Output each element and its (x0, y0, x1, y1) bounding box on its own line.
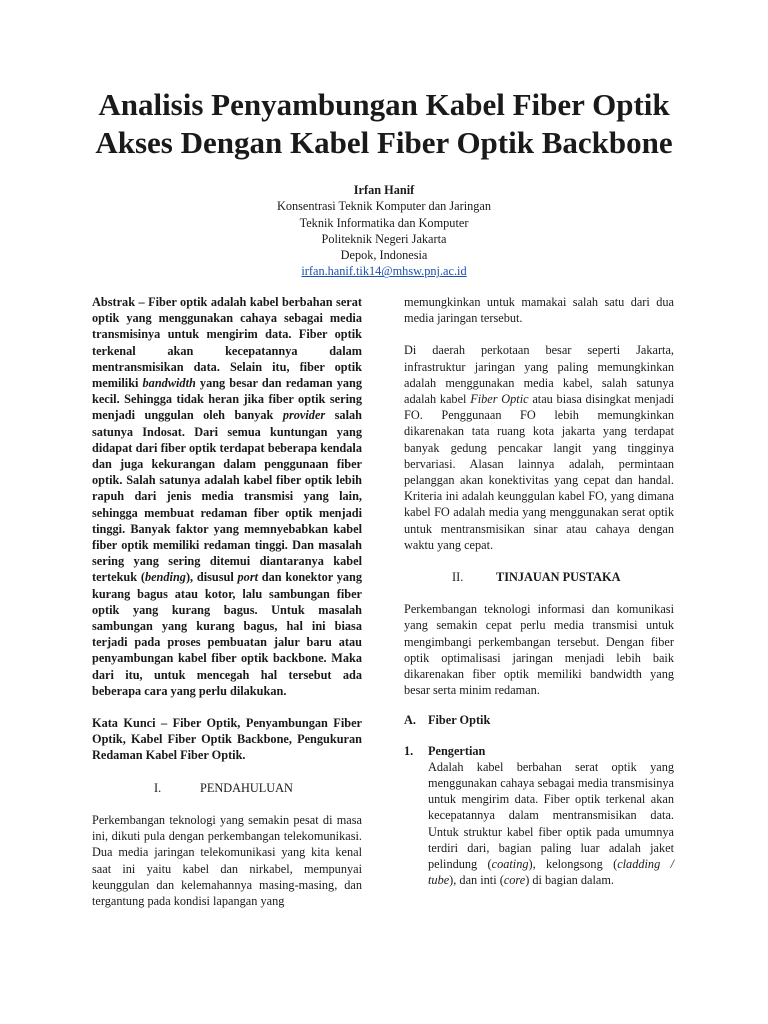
section-2-heading (404, 569, 674, 585)
section-1-paragraph-1: Perkembangan teknologi yang semakin pesat di masa ini, dikuti pula dengan perkembangan telekomunikasi. Dua media jaringan telekomunikasi yang kita kenal saat ini yaitu kabel dan nirkabel, mempunyai keunggulan dan kelemahannya masing-masing, dan tergantung pada kondisi lapangan yang (92, 812, 362, 908)
section-1-paragraph-2 (404, 342, 674, 553)
sub1-text-c: ), dan inti ( (449, 873, 504, 888)
subsection-1-paragraph (404, 759, 674, 889)
sub1-text-a: Adalah kabel berbahan serat optik yang menggunakan cahaya sebagai media transmisinya untuk mengirim data. Fiber optik terkenal akan kecepatannya dalam mentransmisikan data. Untuk struktur kabel fiber optik pada umumnya terdiri dari, bagian paling luar adalah jaket pelindung ( (428, 759, 674, 872)
section-1-paragraph-1-continued: memungkinkan untuk mamakai salah satu dari dua media jaringan tersebut. (404, 295, 674, 326)
section-2-number: II. (452, 570, 464, 585)
keywords: Kata Kunci – Fiber Optik, Penyambungan Fiber Optik, Kabel Fiber Optik Backbone, Pengukuran Redaman Kabel Fiber Optik. (92, 716, 362, 763)
paper-title (40, 86, 728, 162)
sub1-text-b: ), kelongsong ( (528, 857, 618, 872)
right-column (404, 294, 674, 889)
title-line-2: Akses Dengan Kabel Fiber Optik Backbone (95, 125, 673, 160)
left-column (92, 294, 362, 909)
subsection-1-heading (404, 743, 674, 759)
author-email-link[interactable]: irfan.hanif.tik14@mhsw.pnj.ac.id (301, 264, 467, 279)
abstract-text-3: salah satunya Indosat. Dari semua kuntungan yang didapat dari fiber optik terdapat beberapa kendala dan juga kekurangan dalam penggunaan fiber optik. Salah satunya adalah kabel fiber optik lebih rapuh dari jenis media transmisi yang lain, sehingga membuat redaman fiber optik menjadi tinggi. Banyak faktor yang memnyebabkan kabel fiber optik memiliki redaman tinggi. Dan masalah sering yang sering ditemui diantaranya kabel tertekuk ( (92, 408, 362, 585)
sub1-italic-3: core (503, 873, 526, 888)
abstract-italic-2: provider (282, 408, 326, 423)
sub1-italic-2: cladding / tube (428, 857, 674, 888)
subsection-1-number: 1. (404, 743, 414, 758)
subsection-a-heading (404, 712, 674, 728)
subsection-1-title: Pengertian (428, 743, 486, 758)
abstract-text-2: yang besar dan redaman yang kecil. Sehingga tidak heran jika fiber optik sering menjadi unggulan oleh banyak (92, 376, 362, 423)
abstract-text-4: ), disusul (185, 570, 238, 585)
section-1-p2-text-a: Di daerah perkotaan besar seperti Jakarta, infrastruktur jaringan yang paling memungkinkan adalah menggunakan media kabel, salah satunya adalah kabel (404, 343, 674, 407)
author-block (134, 182, 634, 280)
section-1-p2-text-b: atau biasa disingkat menjadi FO. Penggunaan FO lebih memungkinkan dikarenakan tata ruang kota jakarta yang terdapat banyak gedung pencakar langit yang tingginya bervariasi. Alasan lainnya adalah, permintaan pelanggan akan konektivitas yang cepat dan handal. Kriteria ini adalah keunggulan kabel FO, yang dimana kabel FO adalah media yang menggunakan serat optik untuk mentransmisikan sinar atau cahaya dengan waktu yang cepat. (404, 392, 674, 552)
subsection-a-title: Fiber Optik (428, 713, 491, 728)
author-name: Irfan Hanif (353, 183, 415, 197)
abstract-italic-4: port (237, 570, 259, 585)
section-1-p2-italic: Fiber Optic (470, 392, 529, 407)
abstract-text-5: dan konektor yang kurang bagus atau kotor, lalu sambungan fiber optik yang kurang bagus. Untuk masalah sambungan yang kurang bagus, hal ini biasa terjadi pada proses pembuatan jalur baru atau penyambungan kabel fiber optik backbone. Maka dari itu, untuk mencegah hal tersebut ada beberapa cara yang perlu dilakukan. (92, 570, 362, 698)
section-1-title: PENDAHULUAN (200, 780, 293, 795)
author-affiliation-2: Teknik Informatika dan Komputer (299, 215, 469, 230)
section-2-paragraph-1: Perkembangan teknologi informasi dan komunikasi yang semakin cepat perlu media transmisi untuk mengimbangi perkembangan tersebut. Dengan fiber optik optimalisasi jaringan menjadi lebih baik dikarenakan fiber optik memiliki bandwidth yang besar serta minim redaman. (404, 602, 674, 698)
sub1-italic-1: coating (491, 857, 529, 872)
sub1-text-d: ) di bagian dalam. (525, 873, 614, 888)
abstract-italic-3: bending (144, 570, 186, 585)
author-location: Depok, Indonesia (340, 248, 428, 263)
section-1-heading (92, 780, 362, 796)
abstract-text-1: Abstrak – Fiber optik adalah kabel berbahan serat optik yang menggunakan cahaya sebagai media transmisinya untuk mengirim data. Fiber optik terkenal akan kecepatannya dalam mentransmisikan data. Selain itu, fiber optik memiliki (92, 295, 362, 391)
section-1-number: I. (154, 780, 162, 795)
abstract (92, 294, 362, 699)
subsection-a-number: A. (404, 713, 416, 728)
abstract-italic-1: bandwidth (142, 376, 196, 391)
section-2-title: TINJAUAN PUSTAKA (496, 570, 621, 585)
author-affiliation-1: Konsentrasi Teknik Komputer dan Jaringan (276, 199, 492, 214)
title-line-1: Analisis Penyambungan Kabel Fiber Optik (98, 87, 670, 122)
author-institution: Politeknik Negeri Jakarta (321, 231, 447, 246)
